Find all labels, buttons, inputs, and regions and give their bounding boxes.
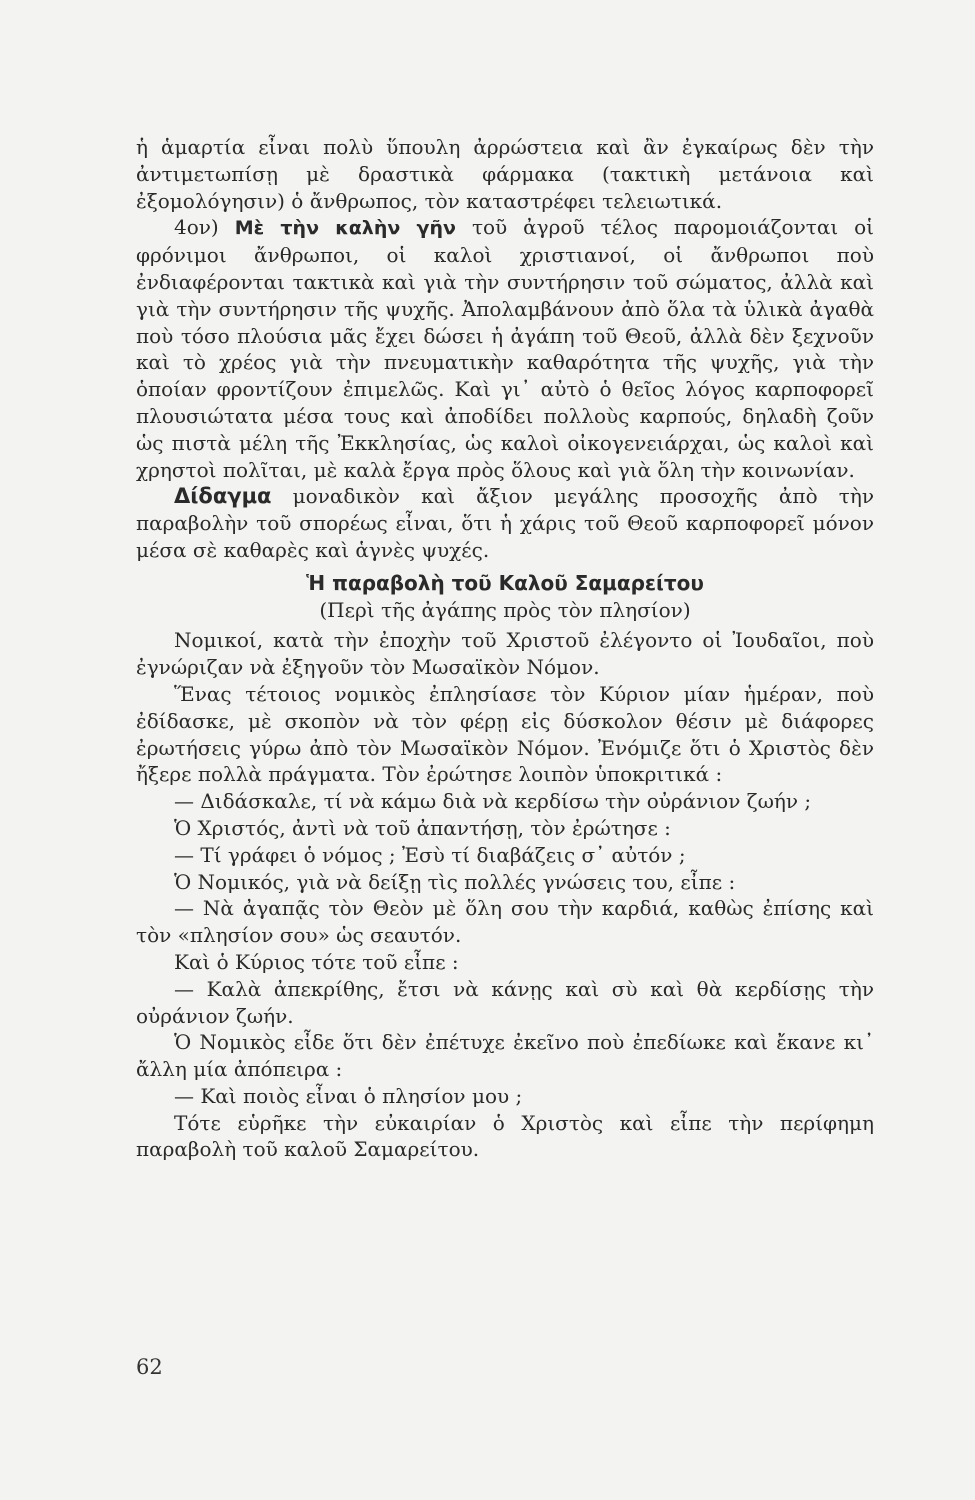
- page-text: [136, 134, 874, 1163]
- story-paragraph-7: Τότε εὑρῆκε τὴν εὐκαιρίαν ὁ Χριστὸς καὶ εἶπε τὴν περίφημη παραβολὴ τοῦ καλοῦ Σαμαρείτου.: [136, 1110, 874, 1162]
- paragraph-good-soil-text: τοῦ ἀγροῦ τέλος παρομοιάζονται οἱ φρόνιμοι ἄνθρωποι, οἱ καλοὶ χριστιανοί, οἱ ἄνθρωποι ποὺ ἐνδιαφέρονται τακτικὰ καὶ γιὰ τὴν συντήρησιν τοῦ σώματος, ἀλλὰ καὶ γιὰ τὴν συντήρησιν τῆς ψυχῆς. Ἀπολαμβάνουν ἀπὸ ὅλα τὰ ὑλικὰ ἀγαθὰ ποὺ τόσο πλούσια μᾶς ἔχει δώσει ἡ ἀγάπη τοῦ Θεοῦ, ἀλλὰ δὲν ξεχνοῦν καὶ τὸ χρέος γιὰ τὴν πνευματικὴν καθαρότητα τῆς ψυχῆς, γιὰ τὴν ὁποίαν φροντίζουν ἐπιμελῶς. Καὶ γι᾿ αὐτὸ ὁ θεῖος λόγος καρποφορεῖ πλουσιώτατα μέσα τους καὶ ἀποδίδει πολλοὺς καρπούς, δηλαδὴ ζοῦν ὡς πιστὰ μέλη τῆς Ἐκκλησίας, ὡς καλοὶ οἰκογενειάρχαι, ὡς καλοὶ καὶ χρηστοὶ πολῖται, μὲ καλὰ ἔργα πρὸς ὅλους καὶ γιὰ ὅλη τὴν κοινωνίαν.: [136, 215, 875, 482]
- page-number: 62: [136, 1355, 163, 1379]
- dialogue-line-2: — Τί γράφει ὁ νόμος ; Ἐσὺ τί διαβάζεις σ᾿ αὐτόν ;: [174, 842, 686, 867]
- bold-word-lesson: Δίδαγμα: [174, 484, 272, 509]
- section-subheading: (Περὶ τῆς ἀγάπης πρὸς τὸν πλησίον): [319, 597, 691, 622]
- paragraph-lesson: [136, 483, 874, 563]
- bold-phrase-good-soil: Μὲ τὴν καλὴν γῆν: [234, 217, 456, 240]
- item-number: 4ον): [174, 215, 219, 240]
- dialogue-line-3: — Νὰ ἀγαπᾷς τὸν Θεὸν μὲ ὅλη σου τὴν καρδιά, καθὼς ἐπίσης καὶ τὸν «πλησίον σου» ὡς σεαυτόν.: [136, 896, 874, 948]
- story-paragraph-2: Ἕνας τέτοιος νομικὸς ἐπλησίασε τὸν Κύριον μίαν ἡμέραν, ποὺ ἐδίδασκε, μὲ σκοπὸν νὰ τὸν φέρῃ εἰς δύσκολον θέσιν μὲ διάφορες ἐρωτήσεις γύρω ἀπὸ τὸν Μωσαϊκὸν Νόμον. Ἐνόμιζε ὅτι ὁ Χριστὸς δὲν ἤξερε πολλὰ πράγματα. Τὸν ἐρώτησε λοιπὸν ὑποκριτικά :: [136, 681, 874, 787]
- dialogue-line-5: — Καὶ ποιὸς εἶναι ὁ πλησίον μου ;: [174, 1083, 523, 1108]
- dialogue-line-1: — Διδάσκαλε, τί νὰ κάμω διὰ νὰ κερδίσω τὴν οὐράνιον ζωήν ;: [174, 789, 812, 814]
- section-heading: Ἡ παραβολὴ τοῦ Καλοῦ Σαμαρείτου: [306, 570, 704, 595]
- story-paragraph-4: Ὁ Νομικός, γιὰ νὰ δείξῃ τὶς πολλές γνώσεις του, εἶπε :: [174, 869, 736, 894]
- paragraph-good-soil: [136, 214, 874, 483]
- story-paragraph-5: Καὶ ὁ Κύριος τότε τοῦ εἶπε :: [174, 949, 459, 974]
- story-paragraph-1: Νομικοί, κατὰ τὴν ἐποχὴν τοῦ Χριστοῦ ἐλέγοντο οἱ Ἰουδαῖοι, ποὺ ἐγνώριζαν νὰ ἐξηγοῦν τὸν Μωσαϊκὸν Νόμον.: [136, 628, 874, 680]
- paragraph-1: ἡ ἁμαρτία εἶναι πολὺ ὕπουλη ἀρρώστεια καὶ ἂν ἐγκαίρως δὲν τὴν ἀντιμετωπίσῃ μὲ δραστικὰ φάρμακα (τακτικὴ μετάνοια καὶ ἐξομολόγησιν) ὁ ἄνθρωπος, τὸν καταστρέφει τελειωτικά.: [136, 135, 874, 213]
- story-paragraph-6: Ὁ Νομικὸς εἶδε ὅτι δὲν ἐπέτυχε ἐκεῖνο ποὺ ἐπεδίωκε καὶ ἔκανε κι᾿ ἄλλη μία ἀπόπειρα :: [136, 1030, 874, 1082]
- story-paragraph-3: Ὁ Χριστός, ἀντὶ νὰ τοῦ ἀπαντήσῃ, τὸν ἐρώτησε :: [174, 815, 671, 840]
- dialogue-line-4: — Καλὰ ἀπεκρίθης, ἔτσι νὰ κάνῃς καὶ σὺ καὶ θὰ κερδίσῃς τὴν οὐράνιον ζωήν.: [136, 976, 874, 1028]
- paragraph-lesson-text: μοναδικὸν καὶ ἄξιον μεγάλης προσοχῆς ἀπὸ τὴν παραβολὴν τοῦ σπορέως εἶναι, ὅτι ἡ χάρις τοῦ Θεοῦ καρποφορεῖ μόνον μέσα σὲ καθαρὲς καὶ ἁγνὲς ψυχές.: [136, 484, 874, 562]
